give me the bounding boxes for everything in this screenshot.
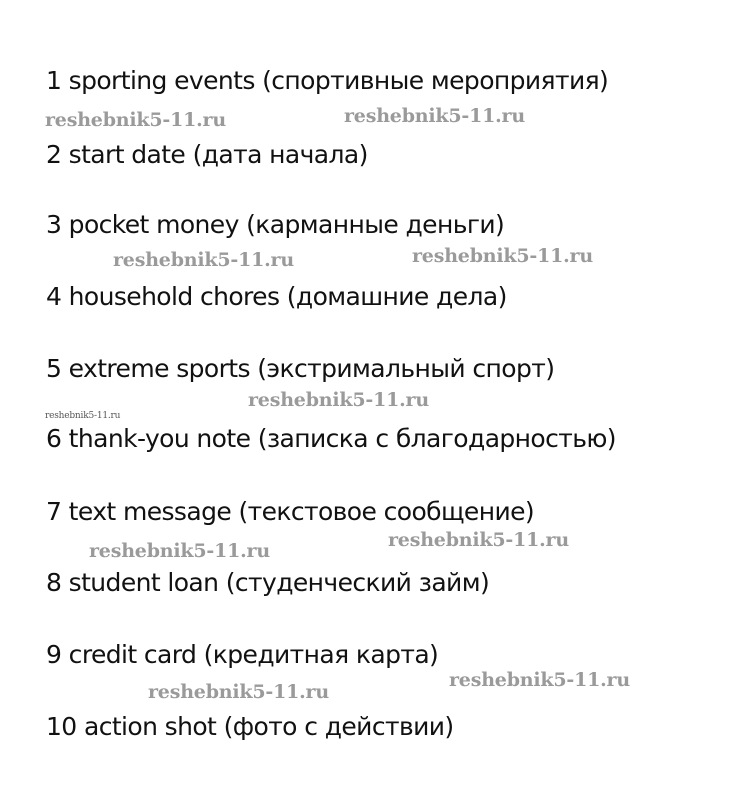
item-text: student loan (студенческий займ) <box>68 568 490 597</box>
watermark: reshebnik5-11.ru <box>412 245 593 267</box>
list-item-8 <box>46 568 489 598</box>
list-item-9 <box>46 640 438 670</box>
item-number: 2 <box>46 140 62 169</box>
watermark: reshebnik5-11.ru <box>45 109 226 131</box>
item-text: thank-you note (записка с благодарностью) <box>68 424 616 453</box>
list-item-4 <box>46 282 507 312</box>
item-text: action shot (фото с действии) <box>83 712 454 741</box>
item-number: 1 <box>46 66 62 95</box>
item-number: 9 <box>46 640 62 669</box>
item-number: 4 <box>46 282 62 311</box>
watermark: reshebnik5-11.ru <box>388 529 569 551</box>
list-item-7 <box>46 497 534 527</box>
item-text: start date (дата начала) <box>68 140 368 169</box>
item-number: 3 <box>46 210 62 239</box>
item-number: 10 <box>46 712 77 741</box>
watermark: reshebnik5-11.ru <box>89 540 270 562</box>
watermark: reshebnik5-11.ru <box>113 249 294 271</box>
item-text: credit card (кредитная карта) <box>68 640 439 669</box>
watermark: reshebnik5-11.ru <box>449 669 630 691</box>
item-text: household chores (домашние дела) <box>68 282 507 311</box>
watermark: reshebnik5-11.ru <box>148 681 329 703</box>
item-text: sporting events (спортивные мероприятия) <box>68 66 609 95</box>
watermark: reshebnik5-11.ru <box>248 389 429 411</box>
watermark: reshebnik5-11.ru <box>344 105 525 127</box>
item-text: text message (текстовое сообщение) <box>68 497 535 526</box>
list-item-2 <box>46 140 368 170</box>
item-number: 5 <box>46 354 62 383</box>
item-number: 8 <box>46 568 62 597</box>
item-number: 7 <box>46 497 62 526</box>
list-item-3 <box>46 210 504 240</box>
list-item-10 <box>46 712 454 742</box>
item-text: extreme sports (экстримальный спорт) <box>68 354 555 383</box>
item-number: 6 <box>46 424 62 453</box>
list-item-5 <box>46 354 554 384</box>
watermark: reshebnik5-11.ru <box>45 411 121 421</box>
list-item-1 <box>46 66 608 96</box>
list-item-6 <box>46 424 616 454</box>
item-text: pocket money (карманные деньги) <box>68 210 505 239</box>
